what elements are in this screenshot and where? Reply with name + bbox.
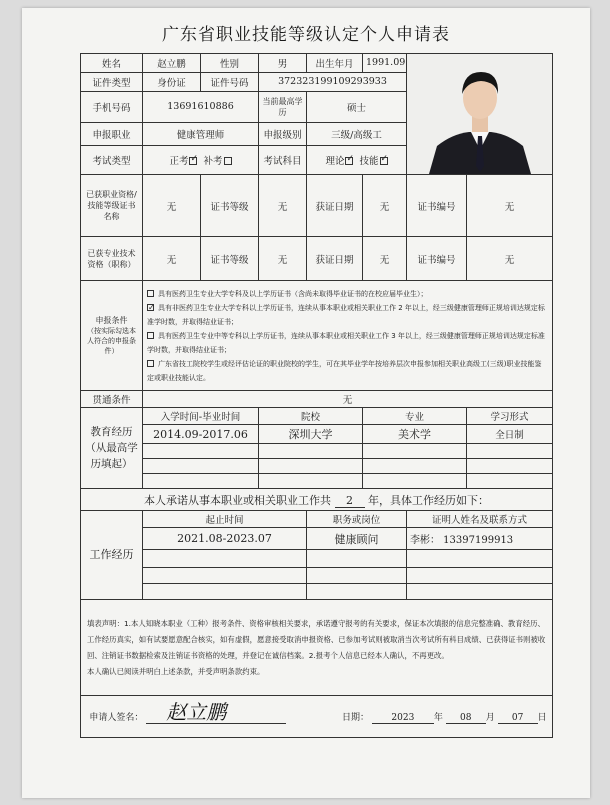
work-years-value: 2 [335,494,365,508]
birth-label: 出生年月 [307,54,363,73]
exam-type-options [143,145,259,174]
level-label: 申报级别 [259,122,307,145]
condition-1-checkbox[interactable] [147,290,154,297]
skill-cert-level-value: 无 [259,175,307,237]
condition-3-checkbox[interactable] [147,332,154,339]
condition-item [147,357,548,385]
signature-line[interactable] [146,699,286,724]
photo-cell [407,54,553,175]
occupation-value: 健康管理师 [143,122,259,145]
application-form-table [80,53,553,738]
occupation-label: 申报职业 [81,122,143,145]
year-label: 年 [433,712,443,723]
name-value: 赵立鹏 [143,54,201,73]
work-period-header: 起止时间 [143,511,307,528]
confirm-text: 本人确认已阅读并明白上述条款，并受声明条款约束。 [87,666,265,676]
edu-major-header: 专业 [363,408,467,425]
obtained-skill-label: 已获职业资格/技能等级证书名称 [81,175,143,237]
exam-subject-label: 考试科目 [259,145,307,174]
work-label: 工作经历 [81,511,143,600]
edu-school-header: 院校 [259,408,363,425]
declaration-cell [81,600,553,696]
applicant-sign-label: 申请人签名： [89,712,144,723]
date-day-value: 07 [498,713,538,724]
obtained-tech-name: 无 [143,237,201,281]
conditions-list [143,281,553,391]
name-label: 姓名 [81,54,143,73]
id-type-value: 身份证 [143,72,201,91]
birth-value: 1991.09 [363,54,407,73]
signature-row [81,696,553,738]
month-label: 月 [485,712,495,723]
edu-period-value: 2014.09-2017.06 [143,425,259,444]
exam-retake-label: 补考 [203,155,223,167]
exam-theory-label: 理论 [325,155,345,167]
tech-cert-date-label: 获证日期 [307,237,363,281]
tech-cert-date-value: 无 [363,237,407,281]
education-label: 当前最高学历 [259,91,307,122]
tech-cert-level-label: 证书等级 [201,237,259,281]
exam-normal-checkbox[interactable] [189,157,197,165]
edu-school-value: 深圳大学 [259,425,363,444]
conditions-note: （按实际勾选本人符合的申报条件） [87,327,136,355]
signature: 赵立鹏 [166,699,227,724]
form-title: 广东省职业技能等级认定个人申请表 [162,25,450,45]
condition-4-checkbox[interactable] [147,360,154,367]
condition-1-text: 具有医药卫生专业大学专科及以上学历证书（含尚未取得毕业证书的在校应届毕业生）； [158,289,428,298]
id-no-label: 证件号码 [201,72,259,91]
exam-skill-label: 技能 [359,155,379,167]
obtained-tech-label: 已获专业技术资格（职称） [81,237,143,281]
condition-item [147,301,548,329]
conditions-label: 申报条件 [95,316,128,325]
exam-retake-checkbox[interactable] [224,157,232,165]
edu-exp-label: 教育经历（从最高学历填起） [81,408,143,489]
condition-4-text: 广东省技工院校学生或经评估论证的职业院校的学生，可在其毕业学年按培养层次申报参加相关职业高级工(三级)职业技能鉴定或职业技能认定。 [147,359,542,382]
edu-form-value: 全日制 [467,425,553,444]
date-year-value: 2023 [372,713,434,724]
date-label: 日期： [341,712,369,723]
work-post-header: 职务或岗位 [307,511,407,528]
condition-2-text: 具有非医药卫生专业大学专科以上学历证书，连续从事本职业或相关职业工作 2 年以上，经三级健康管理师正规培训达规定标准学时数，并取得结业证书； [147,303,545,326]
exam-type-label: 考试类型 [81,145,143,174]
edu-major-value: 美术学 [363,425,467,444]
work-commit-prefix: 本人承诺从事本职业或相关职业工作共 [144,493,331,507]
edu-period-header: 入学时间-毕业时间 [143,408,259,425]
work-period-value: 2021.08-2023.07 [143,528,307,550]
exam-skill-checkbox[interactable] [380,157,388,165]
exam-normal-label: 正考 [169,155,189,167]
tech-cert-no-value: 无 [467,237,553,281]
level-value: 三级/高级工 [307,122,407,145]
work-commit-suffix: 年，具体工作经历如下： [368,493,489,507]
tech-cert-level-value: 无 [259,237,307,281]
exam-theory-checkbox[interactable] [345,157,353,165]
gender-label: 性别 [201,54,259,73]
obtained-skill-name: 无 [143,175,201,237]
condition-2-checkbox[interactable] [147,304,154,311]
work-witness-header: 证明人姓名及联系方式 [407,511,553,528]
skill-cert-no-value: 无 [467,175,553,237]
edu-form-header: 学习形式 [467,408,553,425]
skill-cert-date-label: 获证日期 [307,175,363,237]
skill-cert-date-value: 无 [363,175,407,237]
education-value: 硕士 [307,91,407,122]
declaration-text: 填表声明：1.本人知晓本职业（工种）报考条件、资格审核相关要求，承诺遵守报考的有关要求，保证本次填报的信息完整准确、教育经历、工作经历真实，如有试要愿意配合核实，如有虚假，愿意接受取消申报资格、已参加考试则被取消当次考试所有科目成绩、已获得证书则被收回、注销证书数据检索及注销证书资格的处理，并登记在诚信档案。2.报考个人信息已经本人确认，不再更改。 [87,618,546,660]
phone-value: 13691610886 [143,91,259,122]
exam-subject-options [307,145,407,174]
id-type-label: 证件类型 [81,72,143,91]
day-label: 日 [537,712,547,723]
condition-item [147,287,548,301]
tech-cert-no-label: 证书编号 [407,237,467,281]
conditions-label-cell [81,281,143,391]
date-month-value: 08 [446,713,486,724]
application-sheet [22,8,590,798]
id-no-value: 372323199109293933 [259,72,407,91]
skill-cert-level-label: 证书等级 [201,175,259,237]
work-commit-line [81,489,553,511]
through-label: 贯通条件 [81,391,143,408]
gender-value: 男 [259,54,307,73]
condition-3-text: 具有医药卫生专业中等专科以上学历证书，连续从事本职业或相关职业工作 3 年以上，经三级健康管理师正规培训达规定标准学时数，并取得结业证书； [147,331,545,354]
applicant-photo [407,54,552,174]
through-value: 无 [143,391,553,408]
work-witness-value: 李彬： 13397199913 [407,528,553,550]
work-post-value: 健康顾问 [307,528,407,550]
skill-cert-no-label: 证书编号 [407,175,467,237]
phone-label: 手机号码 [81,91,143,122]
condition-item [147,329,548,357]
portrait-image [407,54,552,174]
